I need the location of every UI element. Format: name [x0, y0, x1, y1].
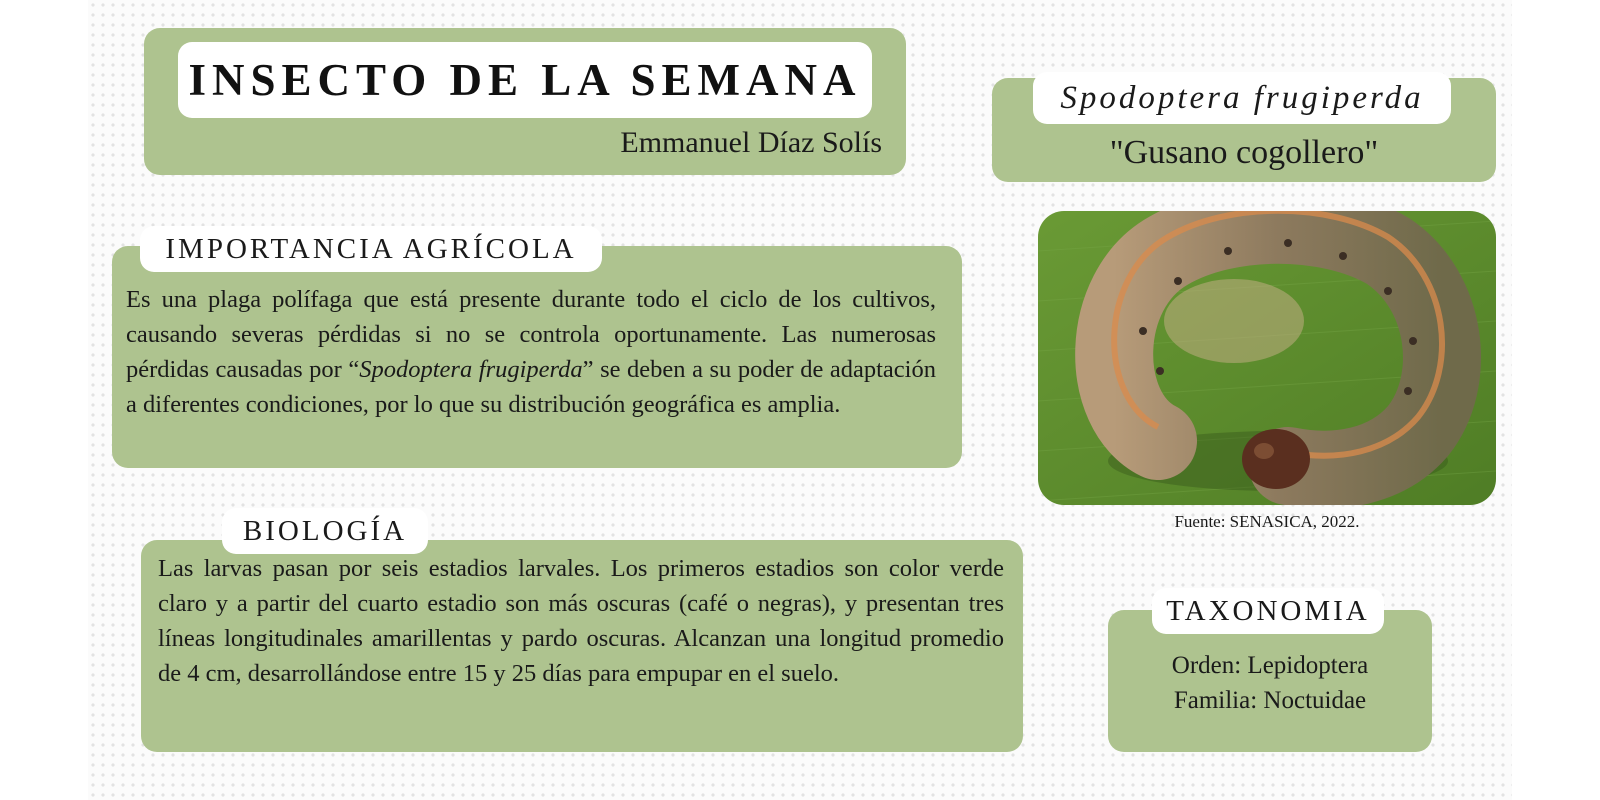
taxonomia-heading-pill: [1152, 588, 1384, 634]
title-pill: [178, 42, 872, 118]
taxonomia-familia: Familia: Noctuidae: [1173, 687, 1367, 714]
common-name: "Gusano cogollero": [1109, 134, 1379, 171]
taxonomia-lines: [1108, 648, 1432, 718]
page-title: INSECTO DE LA SEMANA: [188, 55, 862, 105]
importancia-heading-pill: [140, 226, 602, 272]
importancia-heading: IMPORTANCIA AGRÍCOLA: [165, 232, 577, 265]
taxonomia-heading: TAXONOMIA: [1166, 594, 1370, 627]
importancia-text: [126, 282, 936, 422]
importancia-species-italic: Spodoptera frugiperda: [359, 356, 583, 383]
caterpillar-illustration: [1038, 211, 1496, 505]
importancia-text-part: Es una plaga polífaga que está presente durante todo el ciclo de los cultivos, causando severas pérdidas si no se controla oportunamente. Las numerosas pérdidas causadas por “: [126, 286, 936, 383]
scientific-name: Spodoptera frugiperda: [1060, 79, 1424, 116]
caterpillar-photo: [1038, 211, 1496, 505]
taxonomia-orden: Orden: Lepidoptera: [1171, 652, 1369, 679]
importancia-text-part: ” se deben a su poder de adaptación a diferentes condiciones, por lo que su distribución geográfica es amplia.: [126, 356, 936, 418]
species-pill: [1033, 72, 1451, 124]
biologia-text: Las larvas pasan por seis estadios larvales. Los primeros estadios son color verde claro y a partir del cuarto estadio son más oscuras (café o negras), y presentan tres líneas longitudinales amarillentas y pardo oscuras. Alcanzan una longitud promedio de 4 cm, desarrollándose entre 15 y 25 días para empupar en el suelo.: [158, 555, 1004, 687]
biologia-heading: BIOLOGÍA: [242, 514, 408, 547]
photo-caption: Fuente: SENASICA, 2022.: [1174, 512, 1360, 531]
author-name: Emmanuel Díaz Solís: [620, 126, 882, 159]
biologia-heading-pill: [222, 508, 428, 554]
